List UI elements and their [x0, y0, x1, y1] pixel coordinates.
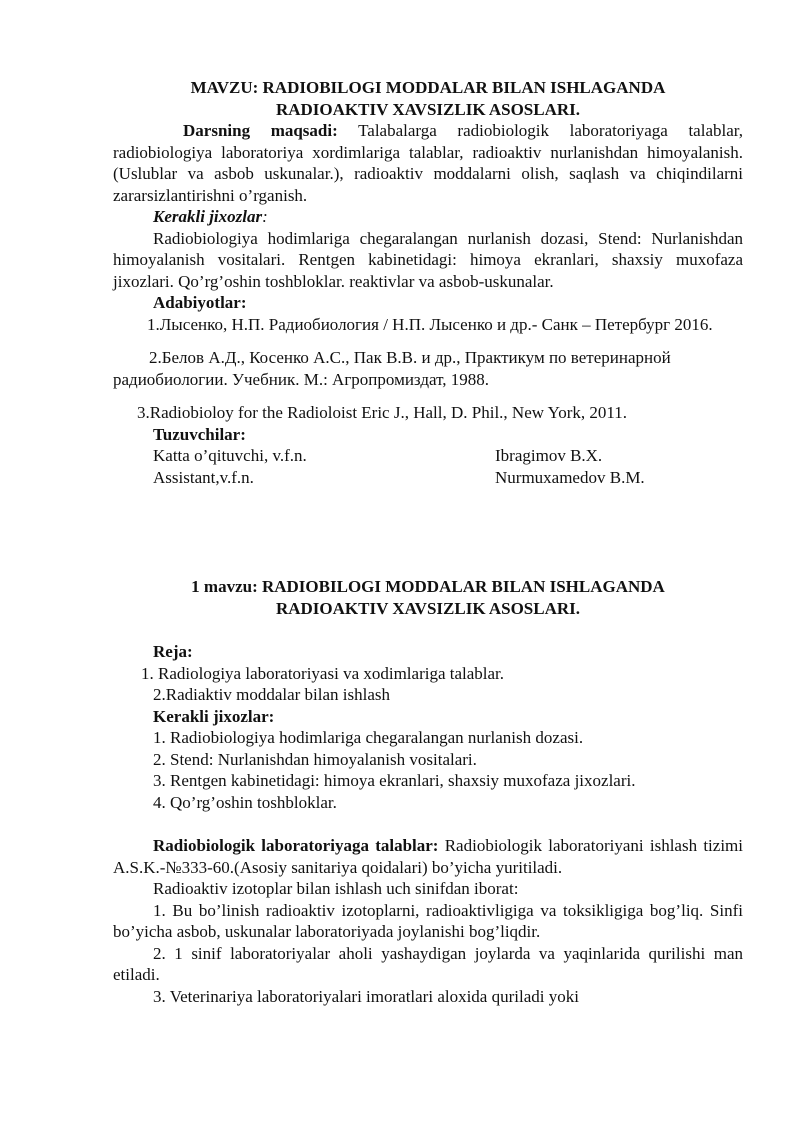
- requirements-para-5: 3. Veterinariya laboratoriyalari imoratlari aloxida quriladi yoki: [153, 986, 579, 1006]
- literature-item-2: 2.Белов А.Д., Косенко А.С., Пак В.В. и др., Практикум по ветеринарной радиобиологии. Учебник. М.: Агропромиздат, 1988.: [113, 348, 671, 389]
- plan-label: Reja:: [153, 642, 193, 661]
- authors-label: Tuzuvchilar:: [153, 424, 246, 444]
- literature-label: Adabiyotlar:: [153, 293, 247, 312]
- section-title-line-1: 1 mavzu: RADIOBILOGI MODDALAR BILAN ISHLAGANDA: [191, 577, 665, 596]
- author-row-1: [113, 445, 743, 467]
- lesson-goal: [113, 120, 743, 206]
- equipment2-item-1: 1. Radiobiologiya hodimlariga chegaralangan nurlanish dozasi.: [153, 728, 584, 747]
- author-role-2: Assistant,v.f.n.: [153, 467, 254, 487]
- title-line-1: MAVZU: RADIOBILOGI MODDALAR BILAN ISHLAGANDA: [190, 78, 666, 97]
- equipment-colon: :: [262, 207, 268, 226]
- plan-item-2: 2.Radiaktiv moddalar bilan ishlash: [153, 685, 391, 704]
- requirements-text: Radiobiologik laboratoriyani ishlash tizimi A.S.K.-№333-60.(Asosiy sanitariya qoidalari) bo’yicha yuritiladi.: [113, 836, 743, 877]
- author-row-2: [113, 467, 743, 489]
- plan-item-1: 1. Radiologiya laboratoriyasi va xodimlariga talablar.: [141, 663, 505, 683]
- document-page: [113, 77, 743, 1007]
- author-name-1: Ibragimov B.X.: [495, 446, 603, 465]
- requirements-para-4: 2. 1 sinif laboratoriyalar aholi yashaydigan joylarda va yaqinlarida qurilishi man etiladi.: [113, 943, 743, 984]
- equipment-label: Kerakli jixozlar: [153, 207, 263, 226]
- author-name-2: Nurmuxamedov B.M.: [495, 467, 645, 487]
- author-role-1: Katta o’qituvchi, v.f.n.: [153, 446, 307, 465]
- literature-item-3: 3.Radiobioloy for the Radioloist Eric J., Hall, D. Phil., New York, 2011.: [137, 403, 627, 422]
- literature-item-1: 1.Лысенко, Н.П. Радиобиология / Н.П. Лысенко и др.- Санк – Петербург 2016.: [147, 314, 713, 334]
- requirements-para-2: Radioaktiv izotoplar bilan ishlash uch sinifdan iborat:: [153, 879, 519, 898]
- lesson-goal-text: Talabalarga radiobiologik laboratoriyaga talablar, radiobiologiya laboratoriya xordimlariga talablar, radioaktiv nurlanishdan himoyalanish. (Uslublar va asbob uskunalar.), radioaktiv moddalarni olish, saqlash va chiqindilarni zararsizlantirishni o’rganish.: [113, 121, 743, 205]
- requirements-para-3: 1. Bu bo’linish radioaktiv izotoplarni, radioaktivligiga va toksikligiga bog’liq. Sinfi bo’yicha asbob, uskunalar laboratoriyada joylanishi bog’liqdir.: [113, 900, 743, 941]
- equipment2-label: Kerakli jixozlar:: [153, 706, 275, 726]
- title-line-2: RADIOAKTIV XAVSIZLIK ASOSLARI.: [275, 99, 581, 119]
- requirements-label: Radiobiologik laboratoriyaga talablar:: [153, 836, 439, 855]
- equipment-text: Radiobiologiya hodimlariga chegaralangan nurlanish dozasi, Stend: Nurlanishdan himoyalanish vositalari. Rentgen kabinetidagi: himoya ekranlari, shaxsiy muxofaza jixozlari. Qo’rg’oshin toshbloklar. reaktivlar va asbob-uskunalar.: [113, 228, 743, 291]
- requirements-paragraph: [113, 835, 743, 878]
- equipment-heading: [113, 206, 743, 228]
- equipment2-item-3: 3. Rentgen kabinetidagi: himoya ekranlari, shaxsiy muxofaza jixozlari.: [153, 771, 636, 790]
- section-title-line-2: RADIOAKTIV XAVSIZLIK ASOSLARI.: [275, 598, 581, 618]
- lesson-goal-label: Darsning maqsadi:: [183, 121, 338, 140]
- equipment2-item-4: 4. Qo’rg’oshin toshbloklar.: [153, 792, 337, 812]
- equipment2-item-2: 2. Stend: Nurlanishdan himoyalanish vositalari.: [153, 749, 477, 769]
